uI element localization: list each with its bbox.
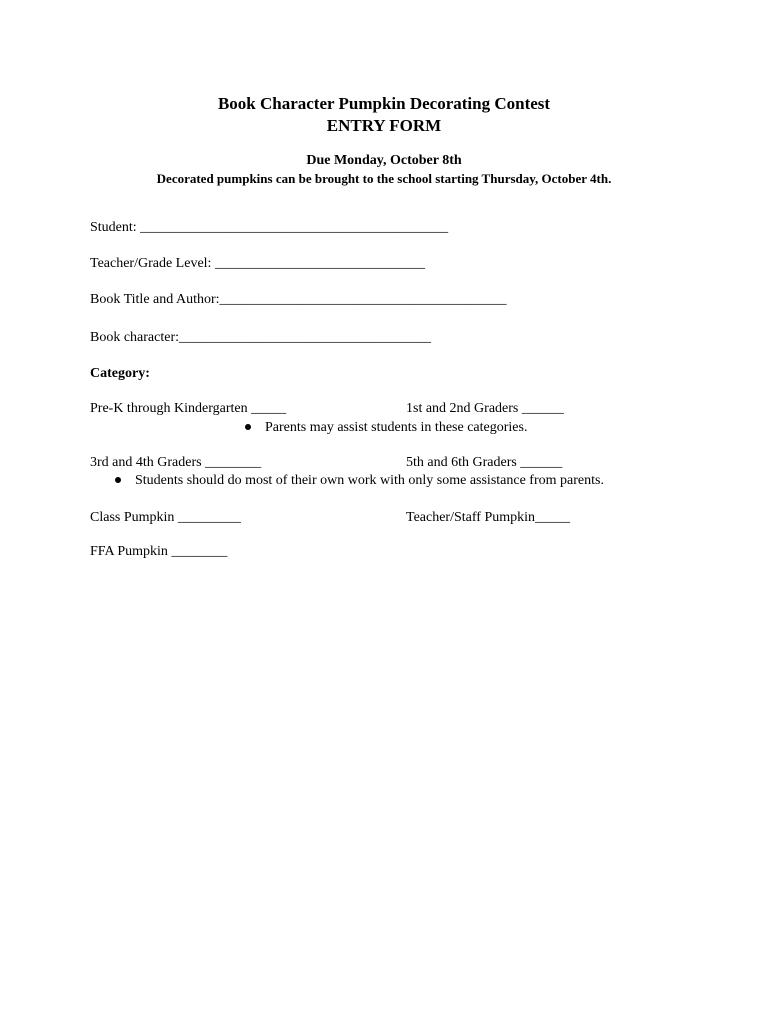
third-fourth-grade-entry: 3rd and 4th Graders ________ xyxy=(90,455,262,470)
category-heading: Category: xyxy=(90,366,150,381)
teacher-staff-pumpkin-entry: Teacher/Staff Pumpkin_____ xyxy=(406,510,571,525)
dropoff-note: Decorated pumpkins can be brought to the school starting Thursday, October 4th. xyxy=(156,171,612,186)
ffa-pumpkin-entry: FFA Pumpkin ________ xyxy=(90,544,228,559)
bullet-icon xyxy=(245,424,251,430)
student-field: Student: ____________________________________________ xyxy=(90,220,449,235)
book-character-field: Book character:____________________________________ xyxy=(90,330,432,345)
book-title-author-field: Book Title and Author:_________________________________________ xyxy=(90,292,507,307)
fifth-sixth-grade-entry: 5th and 6th Graders ______ xyxy=(406,455,563,470)
form-subtitle: ENTRY FORM xyxy=(326,116,442,135)
first-second-grade-entry: 1st and 2nd Graders ______ xyxy=(406,401,564,416)
parents-assist-text: Parents may assist students in these categories. xyxy=(265,420,528,435)
students-work-text: Students should do most of their own work with only some assistance from parents. xyxy=(135,473,604,488)
teacher-grade-field: Teacher/Grade Level: ______________________________ xyxy=(90,256,425,271)
prek-kindergarten-entry: Pre-K through Kindergarten _____ xyxy=(90,401,287,416)
class-pumpkin-entry: Class Pumpkin _________ xyxy=(90,510,241,525)
due-date: Due Monday, October 8th xyxy=(306,153,462,168)
form-title: Book Character Pumpkin Decorating Contest xyxy=(217,94,551,113)
parents-assist-note xyxy=(245,420,527,436)
students-work-note xyxy=(115,473,604,489)
bullet-icon xyxy=(115,477,121,483)
